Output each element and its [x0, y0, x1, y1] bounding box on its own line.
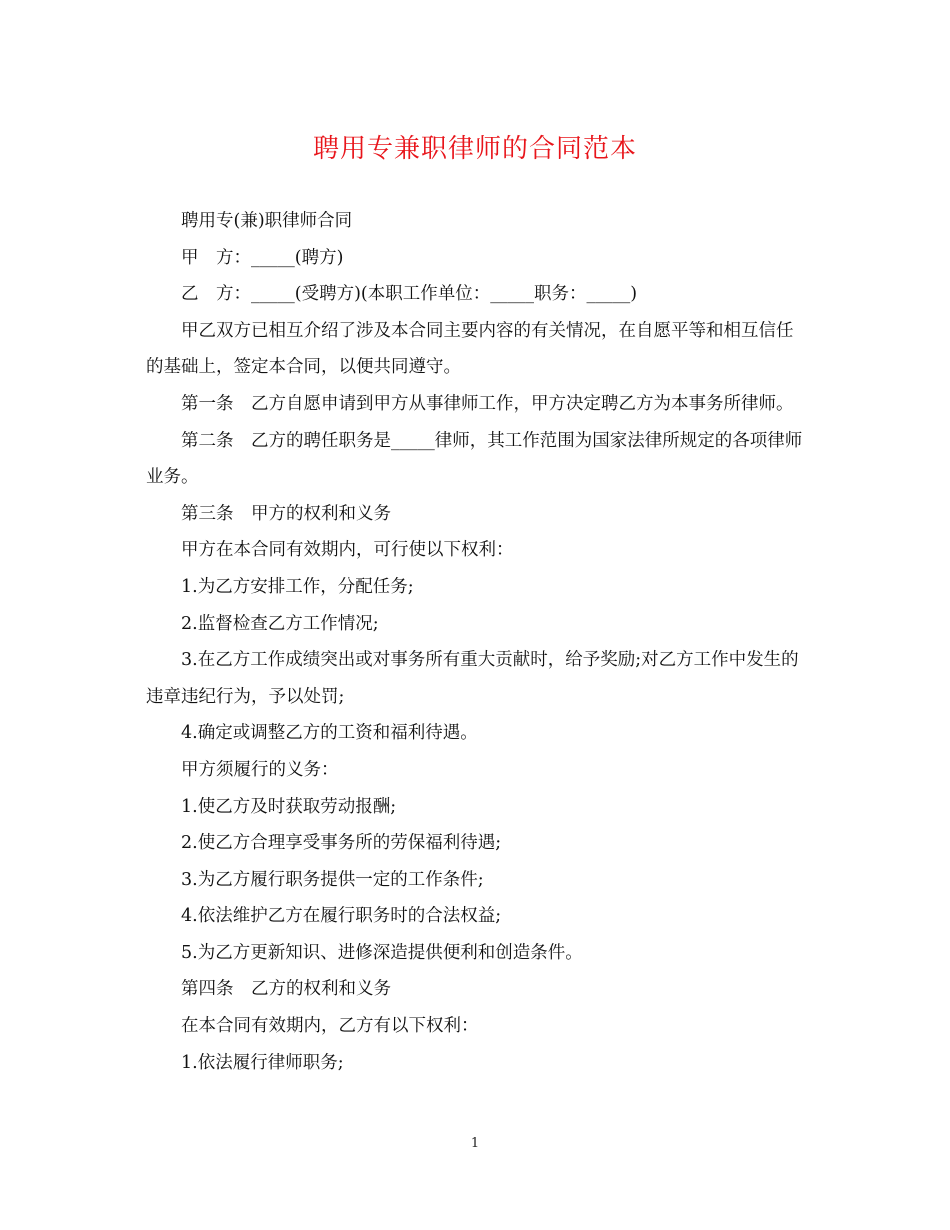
- paragraph: 第三条 甲方的权利和义务: [181, 503, 391, 524]
- paragraph: 乙 方：_____(受聘方)(本职工作单位：_____职务：_____): [181, 284, 638, 305]
- paragraph: 甲方须履行的义务：: [181, 759, 339, 780]
- paragraph: 4.依法维护乙方在履行职务时的合法权益;: [181, 906, 502, 927]
- document-body: [146, 203, 806, 1081]
- paragraph: 在本合同有效期内，乙方有以下权利：: [181, 1016, 479, 1037]
- paragraph: 甲乙双方已相互介绍了涉及本合同主要内容的有关情况，在自愿平等和相互信任的基础上，签定本合同，以便共同遵守。: [146, 320, 794, 378]
- document-title: 聘用专兼职律师的合同范本: [312, 134, 637, 164]
- paragraph: 3.在乙方工作成绩突出或对事务所有重大贡献时，给予奖励;对乙方工作中发生的违章违纪行为，予以处罚;: [146, 650, 799, 707]
- paragraph: 1.依法履行律师职务;: [181, 1052, 344, 1073]
- page-number: 1: [470, 1136, 480, 1151]
- paragraph: 5.为乙方更新知识、进修深造提供便利和创造条件。: [181, 942, 583, 963]
- paragraph: 1.为乙方安排工作，分配任务;: [181, 576, 414, 597]
- paragraph: 甲 方：_____(聘方): [181, 247, 344, 268]
- paragraph: 第四条 乙方的权利和义务: [181, 979, 391, 1000]
- paragraph: 3.为乙方履行职务提供一定的工作条件;: [181, 869, 484, 890]
- paragraph: 2.监督检查乙方工作情况;: [181, 613, 379, 634]
- paragraph: 第二条 乙方的聘任职务是_____律师，其工作范围为国家法律所规定的各项律师业务。: [146, 430, 803, 488]
- paragraph: 甲方在本合同有效期内，可行使以下权利：: [181, 540, 514, 561]
- paragraph: 第一条 乙方自愿申请到甲方从事律师工作，甲方决定聘乙方为本事务所律师。: [181, 393, 794, 414]
- paragraph: 2.使乙方合理享受事务所的劳保福利待遇;: [181, 833, 502, 854]
- paragraph: 聘用专(兼)职律师合同: [181, 211, 353, 231]
- paragraph: 4.确定或调整乙方的工资和福利待遇。: [181, 723, 478, 744]
- paragraph: 1.使乙方及时获取劳动报酬;: [181, 796, 397, 817]
